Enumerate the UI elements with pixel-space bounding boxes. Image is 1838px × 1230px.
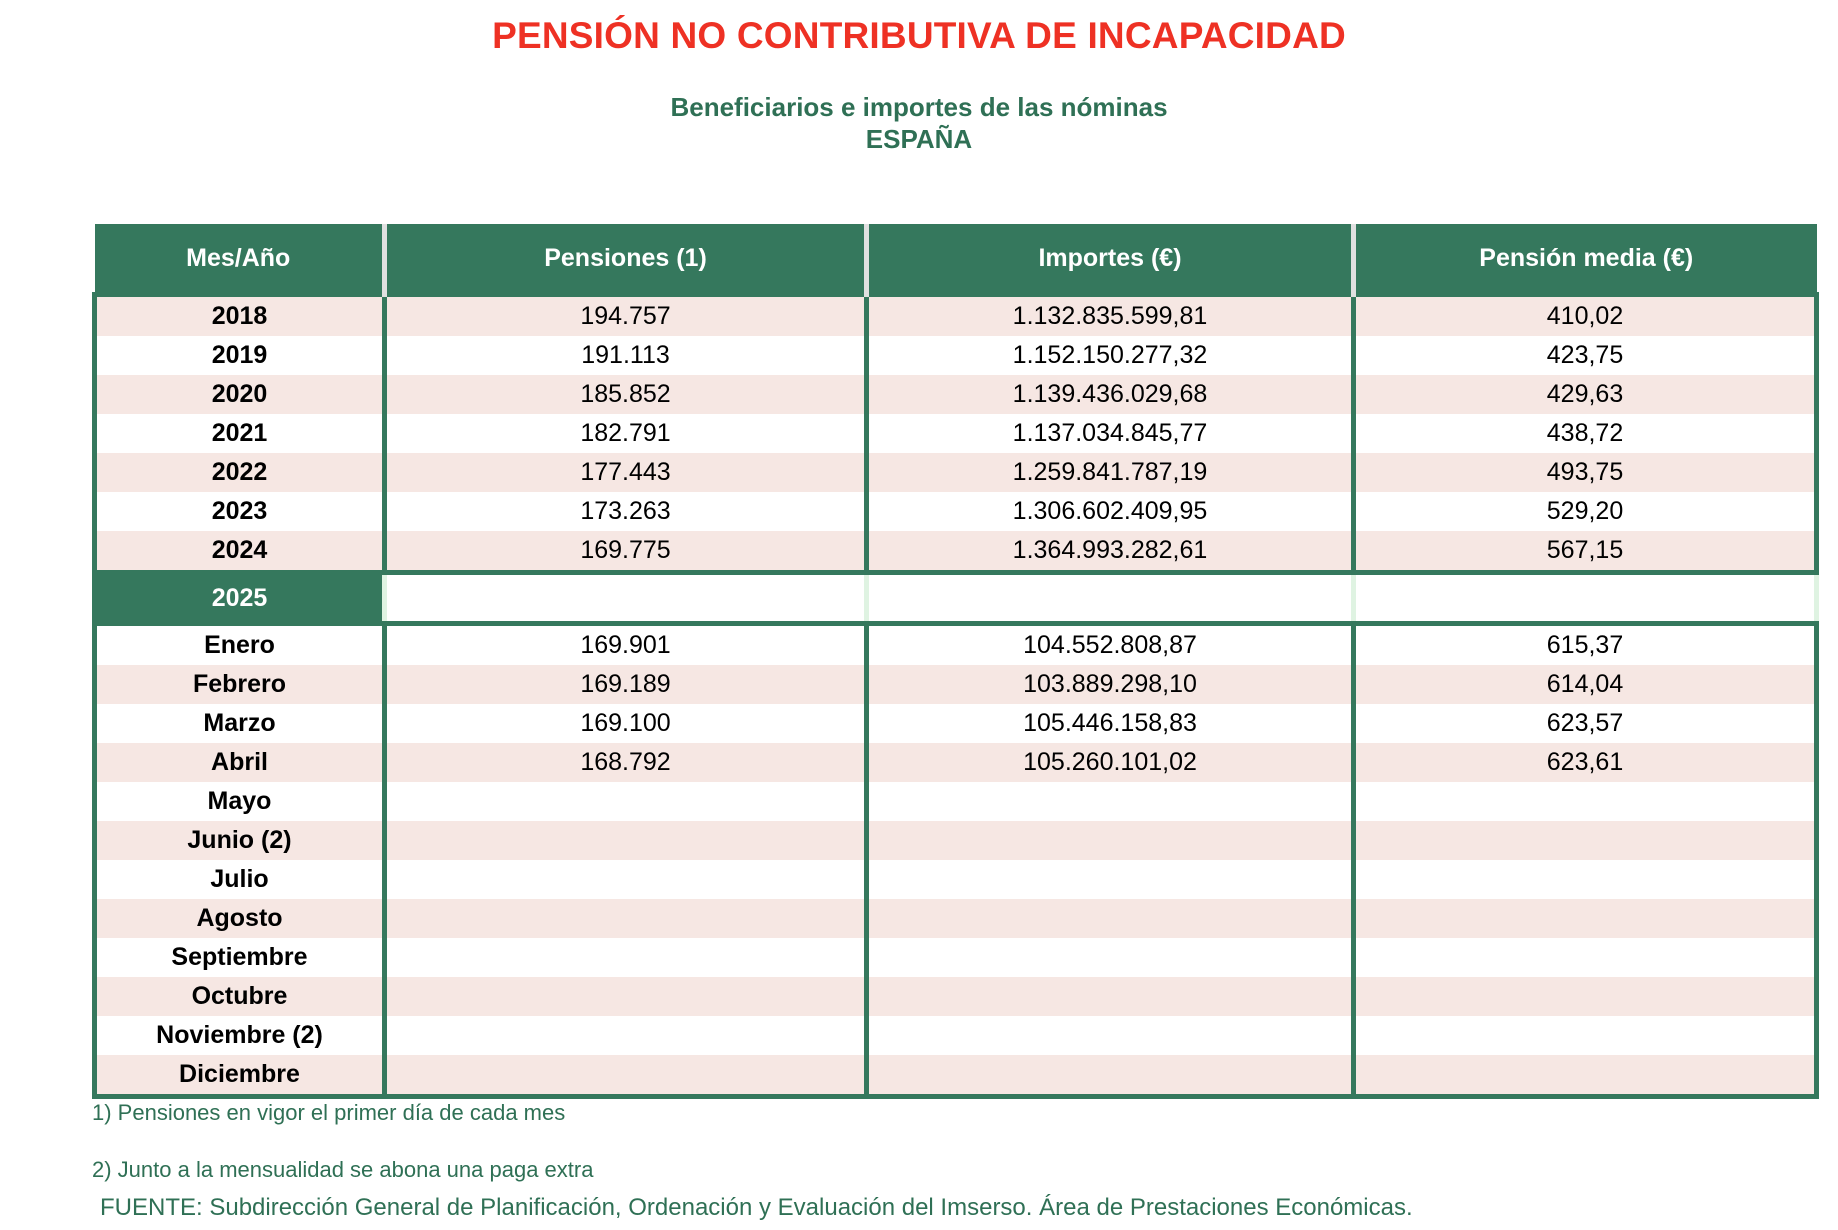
cell-pension-media: 423,75 <box>1354 336 1817 375</box>
table-row <box>95 531 1817 573</box>
cell-pensiones <box>385 821 867 860</box>
cell-mes-ano: Febrero <box>95 665 385 704</box>
table-row <box>95 704 1817 743</box>
footnote-2: 2) Junto a la mensualidad se abona una paga extra <box>92 1157 594 1182</box>
cell-pension-media: 615,37 <box>1354 624 1817 666</box>
cell-mes-ano: Diciembre <box>95 1055 385 1097</box>
table-row <box>95 375 1817 414</box>
cell-pension-media <box>1354 821 1817 860</box>
cell-pensiones <box>385 977 867 1016</box>
column-header-importes: Importes (€) <box>867 224 1354 295</box>
column-header-pension-media: Pensión media (€) <box>1354 224 1817 295</box>
table-row <box>95 1016 1817 1055</box>
table-row <box>95 624 1817 666</box>
table-row <box>95 977 1817 1016</box>
cell-importes <box>867 782 1354 821</box>
cell-pension-media <box>1354 573 1817 624</box>
document-header <box>0 0 1838 156</box>
cell-importes: 1.364.993.282,61 <box>867 531 1354 573</box>
cell-pension-media: 438,72 <box>1354 414 1817 453</box>
column-header-mes-ano: Mes/Año <box>95 224 385 295</box>
cell-pension-media <box>1354 782 1817 821</box>
cell-pension-media <box>1354 938 1817 977</box>
cell-importes <box>867 938 1354 977</box>
cell-pensiones: 168.792 <box>385 743 867 782</box>
cell-importes <box>867 1055 1354 1097</box>
table-row <box>95 899 1817 938</box>
cell-pensiones: 169.901 <box>385 624 867 666</box>
cell-importes <box>867 899 1354 938</box>
cell-pension-media: 623,61 <box>1354 743 1817 782</box>
cell-mes-ano: Agosto <box>95 899 385 938</box>
table-row <box>95 336 1817 375</box>
cell-importes: 1.139.436.029,68 <box>867 375 1354 414</box>
cell-pensiones <box>385 782 867 821</box>
cell-pensiones: 169.100 <box>385 704 867 743</box>
cell-importes: 105.446.158,83 <box>867 704 1354 743</box>
table-row <box>95 860 1817 899</box>
cell-importes <box>867 1016 1354 1055</box>
cell-mes-ano: Noviembre (2) <box>95 1016 385 1055</box>
cell-pension-media: 567,15 <box>1354 531 1817 573</box>
table-row <box>95 414 1817 453</box>
cell-mes-ano: 2021 <box>95 414 385 453</box>
cell-importes: 1.306.602.409,95 <box>867 492 1354 531</box>
cell-pension-media <box>1354 1016 1817 1055</box>
table-row <box>95 782 1817 821</box>
subtitle-country: ESPAÑA <box>865 124 973 155</box>
cell-pension-media: 410,02 <box>1354 295 1817 337</box>
cell-pensiones: 169.189 <box>385 665 867 704</box>
cell-mes-ano: Julio <box>95 860 385 899</box>
cell-mes-ano: 2018 <box>95 295 385 337</box>
cell-importes <box>867 573 1354 624</box>
page-title: PENSIÓN NO CONTRIBUTIVA DE INCAPACIDAD <box>492 15 1346 56</box>
cell-pension-media <box>1354 899 1817 938</box>
cell-mes-ano: Septiembre <box>95 938 385 977</box>
cell-importes <box>867 977 1354 1016</box>
cell-pensiones <box>385 860 867 899</box>
cell-importes: 1.259.841.787,19 <box>867 453 1354 492</box>
source-line: FUENTE: Subdirección General de Planificación, Ordenación y Evaluación del Imserso. Área de Prestaciones Económicas. <box>100 1194 1413 1221</box>
cell-mes-ano: 2022 <box>95 453 385 492</box>
cell-pensiones: 173.263 <box>385 492 867 531</box>
table-row <box>95 453 1817 492</box>
cell-mes-ano: Abril <box>95 743 385 782</box>
cell-mes-ano: 2024 <box>95 531 385 573</box>
cell-mes-ano: 2023 <box>95 492 385 531</box>
cell-pensiones: 169.775 <box>385 531 867 573</box>
table-row <box>95 295 1817 337</box>
cell-pensiones <box>385 1055 867 1097</box>
cell-pensiones: 185.852 <box>385 375 867 414</box>
cell-pensiones: 182.791 <box>385 414 867 453</box>
cell-pension-media: 529,20 <box>1354 492 1817 531</box>
table-header-row <box>95 224 1817 295</box>
cell-pension-media: 614,04 <box>1354 665 1817 704</box>
cell-mes-ano: Enero <box>95 624 385 666</box>
cell-mes-ano: Mayo <box>95 782 385 821</box>
table-row <box>95 938 1817 977</box>
table-body <box>95 295 1817 1097</box>
table-row-year-separator <box>95 573 1817 624</box>
cell-pensiones <box>385 1016 867 1055</box>
cell-importes <box>867 860 1354 899</box>
pension-table <box>92 224 1819 1099</box>
cell-importes: 103.889.298,10 <box>867 665 1354 704</box>
table-row <box>95 821 1817 860</box>
cell-pensiones <box>385 938 867 977</box>
footnote-1: 1) Pensiones en vigor el primer día de cada mes <box>92 1100 566 1125</box>
cell-year-separator-label: 2025 <box>95 573 385 624</box>
cell-pension-media <box>1354 860 1817 899</box>
cell-importes: 1.132.835.599,81 <box>867 295 1354 337</box>
cell-pensiones: 191.113 <box>385 336 867 375</box>
cell-importes <box>867 821 1354 860</box>
table-row <box>95 1055 1817 1097</box>
table-header <box>95 224 1817 295</box>
cell-importes: 1.137.034.845,77 <box>867 414 1354 453</box>
subtitle-primary: Beneficiarios e importes de las nóminas <box>670 91 1168 122</box>
cell-pensiones: 194.757 <box>385 295 867 337</box>
cell-importes: 105.260.101,02 <box>867 743 1354 782</box>
cell-pensiones <box>385 899 867 938</box>
table-row <box>95 743 1817 782</box>
cell-importes: 1.152.150.277,32 <box>867 336 1354 375</box>
cell-pensiones: 177.443 <box>385 453 867 492</box>
cell-pension-media <box>1354 1055 1817 1097</box>
cell-pension-media: 429,63 <box>1354 375 1817 414</box>
cell-pensiones <box>385 573 867 624</box>
cell-mes-ano: 2019 <box>95 336 385 375</box>
table-row <box>95 492 1817 531</box>
table-row <box>95 665 1817 704</box>
pension-table-container <box>92 224 1814 1099</box>
cell-mes-ano: Octubre <box>95 977 385 1016</box>
cell-pension-media: 493,75 <box>1354 453 1817 492</box>
cell-pension-media: 623,57 <box>1354 704 1817 743</box>
cell-mes-ano: Marzo <box>95 704 385 743</box>
column-header-pensiones: Pensiones (1) <box>385 224 867 295</box>
cell-mes-ano: 2020 <box>95 375 385 414</box>
cell-importes: 104.552.808,87 <box>867 624 1354 666</box>
cell-pension-media <box>1354 977 1817 1016</box>
cell-mes-ano: Junio (2) <box>95 821 385 860</box>
